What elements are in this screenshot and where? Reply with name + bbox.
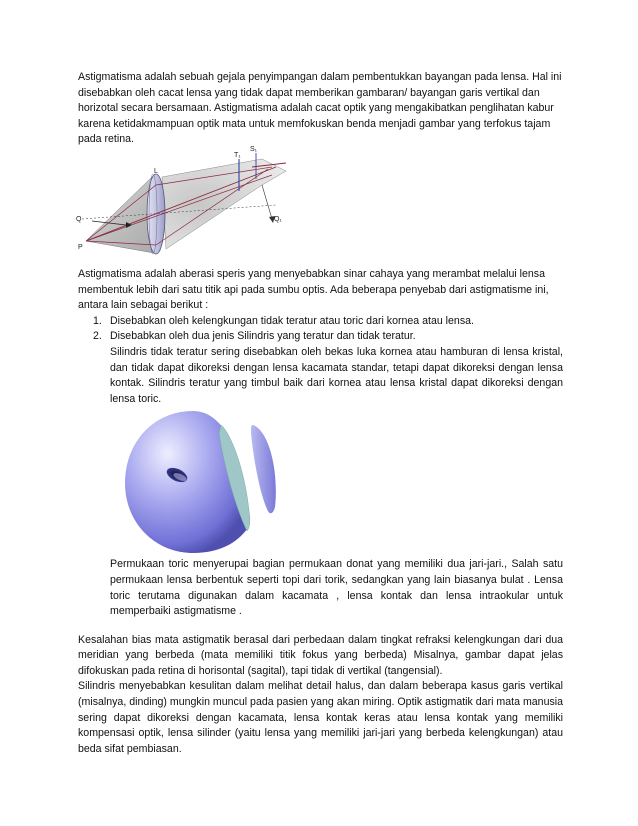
lens-diagram-svg [76, 145, 308, 259]
label-L: L [154, 167, 158, 175]
causes-paragraph: Astigmatisma adalah aberasi speris yang menyebabkan sinar cahaya yang merambat melalui lensa membentuk lebih dari satu titik api pada sumbu optis. Ada beberapa penyebab dari astigmatisme ini, antara lain sebagai berikut : [78, 267, 549, 312]
list-item-number: 2. [93, 330, 102, 343]
list-item [78, 329, 563, 345]
label-Q1: Q₁ [274, 215, 282, 223]
image-arrow [262, 185, 272, 219]
cylinder-paragraph: Silindris tidak teratur sering disebabkan oleh bekas luka kornea atau hamburan di lensa kristal, dan tidak dapat dikoreksi dengan lensa kacamata standar, tetapi dapat dikoreksi dengan lensa kontak. Silindris teratur yang timbul baik dari kornea atau lensa kristal dapat dikoreksi dengan lensa toric. [110, 345, 563, 405]
torus-svg [119, 411, 309, 553]
list-item-text: Disebabkan oleh dua jenis Silindris yang teratur dan tidak teratur. [110, 330, 416, 343]
refraction-paragraph: Kesalahan bias mata astigmatik berasal dari perbedaan dalam tingkat refraksi kelengkungan dari dua meridian yang berbeda (mata memiliki titik fokus yang berbeda) Misalnya, gambar dapat jelas difokuskan pada retina di horisontal (sagital), tapi tidak di vertikal (tangensial). [78, 633, 563, 677]
toric-surface-figure [78, 407, 563, 553]
intro-paragraph: Astigmatisma adalah sebuah gejala penyimpangan dalam pembentukkan bayangan pada lensa. Hal ini disebabkan oleh cacat lensa yang tidak dapat memberikan gambaran/ bayangan garis vertikal dan horizotal secara bersamaan. Astigmatisma adalah cacat optik yang mengakibatkan penglihatan kabur karena ketidakmampuan optik mata untuk memfokuskan benda menjadi gambar yang terfokus tajam pada retina. [78, 71, 562, 146]
list-item-number: 1. [93, 314, 102, 327]
list-item-text: Disebabkan oleh kelengkungan tidak teratur atau toric dari kornea atau lensa. [110, 314, 474, 327]
causes-list [78, 314, 563, 345]
document-page [78, 70, 563, 757]
toric-caption: Permukaan toric menyerupai bagian permukaan donat yang memiliki dua jari-jari., Salah satu permukaan lensa berbentuk seperti topi dari torik, sedangkan yang lain biasanya bulat . Lensa toric terutama digunakan dalam kacamata , lensa kontak dan lensa intraokular untuk memperbaiki astigmatisme . [110, 558, 563, 618]
astigmatism-lens-diagram [76, 145, 308, 258]
list-item [78, 314, 563, 330]
label-S1: S₁ [250, 145, 258, 153]
cylinder-effects-paragraph: Silindris menyebabkan kesulitan dalam melihat detail halus, dan dalam beberapa kasus garis vertikal (misalnya, dinding) mungkin muncul pada pasien yang akan miring. Optik astigmatik dari mata manusia sering dapat dikoreksi dengan kacamata, lensa kontak keras atau lensa kontak yang memiliki kompensasi optik, lensa silinder (yaitu lensa yang memiliki jari-jari yang berbeda kelengkungan) atau beda sifat pembiasan. [78, 680, 563, 755]
label-Q: Q [76, 215, 82, 223]
label-T1: T₁ [234, 151, 241, 159]
toric-cap [251, 425, 276, 513]
torus-body [125, 411, 247, 553]
label-P: P [78, 243, 83, 251]
spacer [78, 620, 563, 633]
spacer [78, 258, 563, 267]
